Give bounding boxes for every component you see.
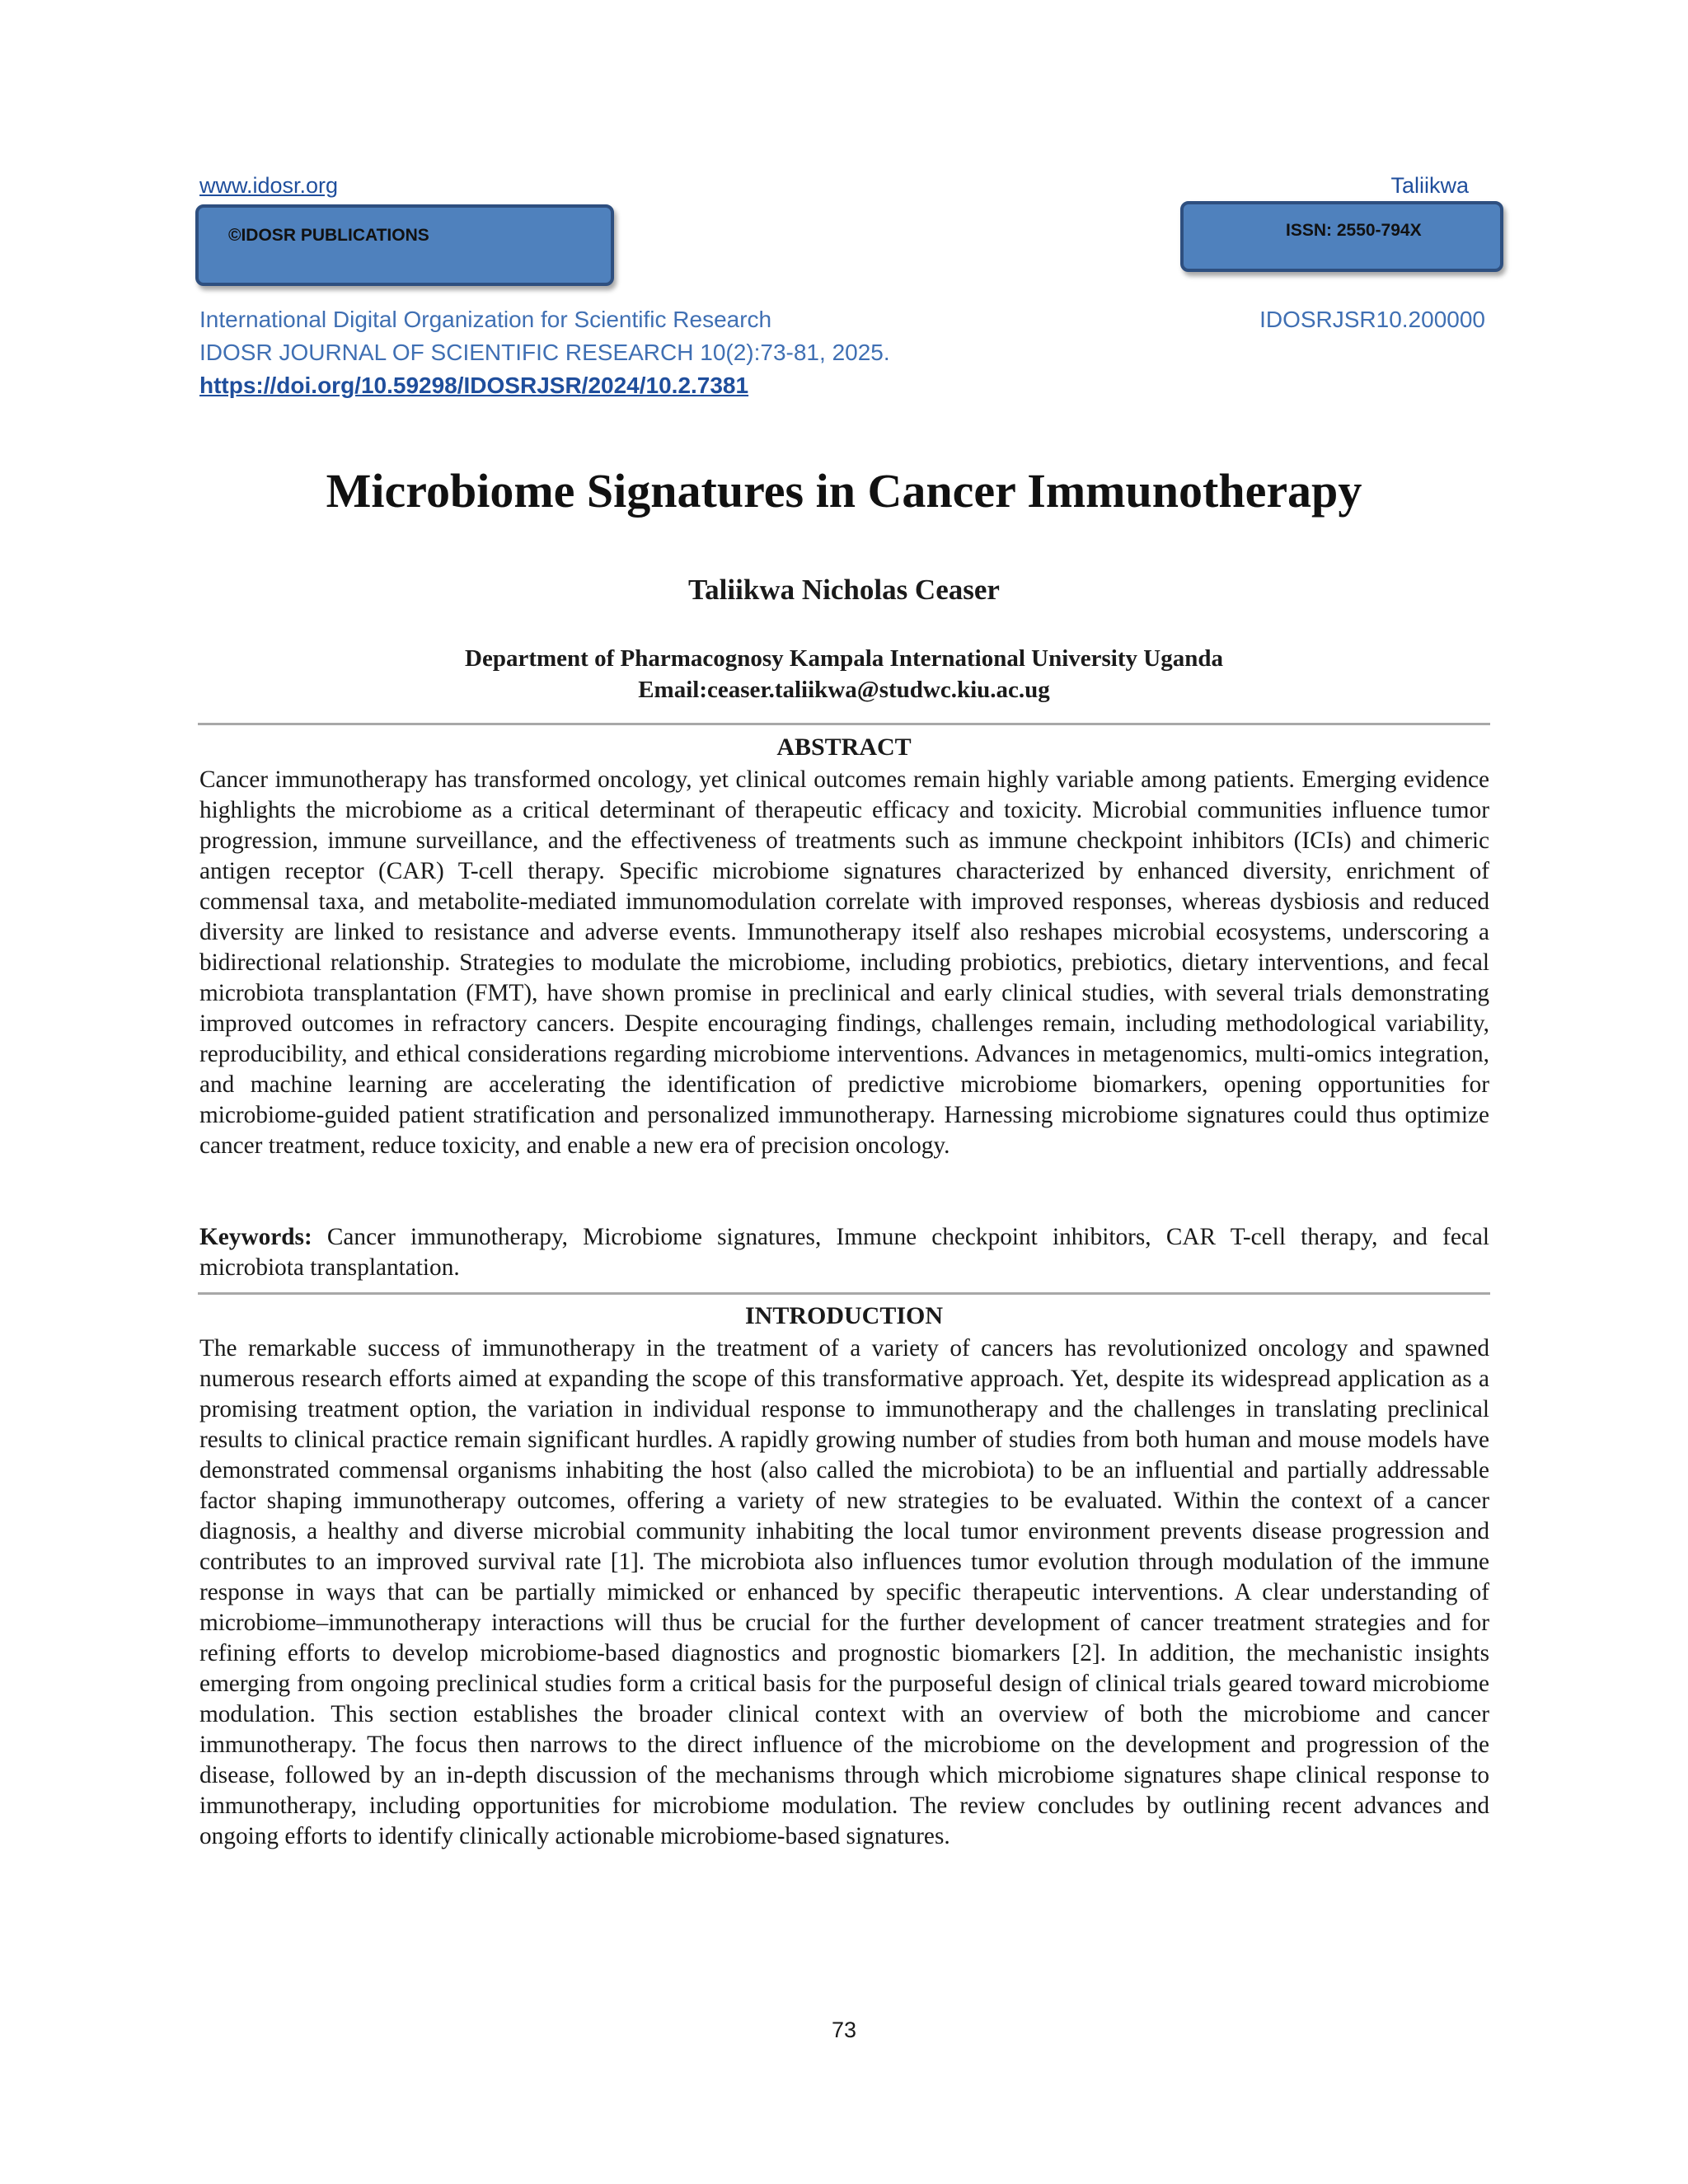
author-email: Email:ceaser.taliikwa@studwc.kiu.ac.ug [638,677,1050,703]
article-title: Microbiome Signatures in Cancer Immunotherapy [326,464,1362,518]
divider-middle [198,1292,1490,1295]
document-id: IDOSRJSR10.200000 [1259,307,1485,332]
author-name: Taliikwa Nicholas Ceaser [688,574,1000,606]
keywords [199,1222,1489,1283]
divider-top [198,723,1490,725]
abstract-text: Cancer immunotherapy has transformed oncology, yet clinical outcomes remain highly variable among patients. Emerging evidence highlights the microbiome as a critical determinant of therapeutic efficacy and toxicity. Microbial communities influence tumor progression, immune surveillance, and the effectiveness of treatments such as immune checkpoint inhibitors (ICIs) and chimeric antigen receptor (CAR) T-cell therapy. Specific microbiome signatures characterized by enhanced diversity, enrichment of commensal taxa, and metabolite-mediated immunomodulation correlate with improved responses, whereas dysbiosis and reduced diversity are linked to resistance and adverse events. Immunotherapy itself also reshapes microbial ecosystems, underscoring a bidirectional relationship. Strategies to modulate the microbiome, including probiotics, prebiotics, dietary interventions, and fecal microbiota transplantation (FMT), have shown promise in preclinical and early clinical studies, with several trials demonstrating improved outcomes in refractory cancers. Despite encouraging findings, challenges remain, including methodological variability, reproducibility, and ethical considerations regarding microbiome interventions. Advances in metagenomics, multi-omics integration, and machine learning are accelerating the identification of predictive microbiome biomarkers, opening opportunities for microbiome-guided patient stratification and personalized immunotherapy. Harnessing microbiome signatures could thus optimize cancer treatment, reduce toxicity, and enable a new era of precision oncology. [199,766,1489,1159]
page-number: 73 [831,2018,857,2042]
publisher-badge [195,204,614,286]
running-header-author: Taliikwa [1390,173,1469,198]
publisher-badge-label: ©IDOSR PUBLICATIONS [228,226,429,245]
journal-citation: IDOSR JOURNAL OF SCIENTIFIC RESEARCH 10(2):73-81, 2025. [199,340,890,365]
affiliation: Department of Pharmacognosy Kampala International University Uganda [465,645,1223,672]
issn-badge [1180,201,1503,272]
issn-badge-label: ISSN: 2550-794X [1286,221,1422,240]
website-link[interactable]: www.idosr.org [199,173,339,198]
organization-name: International Digital Organization for Scientific Research [199,307,772,332]
keywords-label: Keywords: [199,1224,312,1250]
abstract-heading: ABSTRACT [776,733,912,761]
introduction-text: The remarkable success of immunotherapy in the treatment of a variety of cancers has revolutionized oncology and spawned numerous research efforts aimed at expanding the scope of this transformative approach. Yet, despite its widespread application as a promising treatment option, the variation in individual response to immunotherapy and the challenges in translating preclinical results to clinical practice remain significant hurdles. A rapidly growing number of studies from both human and mouse models have demonstrated commensal organisms inhabiting the host (also called the microbiota) to be an influential and partially addressable factor shaping immunotherapy outcomes, offering a variety of new strategies to be evaluated. Within the context of a cancer diagnosis, a healthy and diverse microbial community inhabiting the local tumor environment prevents disease progression and contributes to an improved survival rate [1]. The microbiota also influences tumor evolution through modulation of the immune response in ways that can be partially mimicked or enhanced by specific therapeutic interventions. A clear understanding of microbiome–immunotherapy interactions will thus be crucial for the further development of cancer treatment strategies and for refining efforts to develop microbiome-based diagnostics and prognostic biomarkers [2]. In addition, the mechanistic insights emerging from ongoing preclinical studies form a critical basis for the purposeful design of clinical trials geared toward microbiome modulation. This section establishes the broader clinical context with an overview of both the microbiome and cancer immunotherapy. The focus then narrows to the direct influence of the microbiome on the development and progression of the disease, followed by an in-depth discussion of the mechanisms through which microbiome signatures shape clinical response to immunotherapy, including opportunities for microbiome modulation. The review concludes by outlining recent advances and ongoing efforts to identify clinically actionable microbiome-based signatures. [199,1335,1489,1849]
author-affiliation-block [0,643,1688,705]
introduction-heading: INTRODUCTION [744,1302,944,1329]
keywords-list: Cancer immunotherapy, Microbiome signatures, Immune checkpoint inhibitors, CAR T-cell therapy, and fecal microbiota transplantation. [199,1224,1489,1281]
doi-link[interactable]: https://doi.org/10.59298/IDOSRJSR/2024/10.2.7381 [199,373,749,398]
